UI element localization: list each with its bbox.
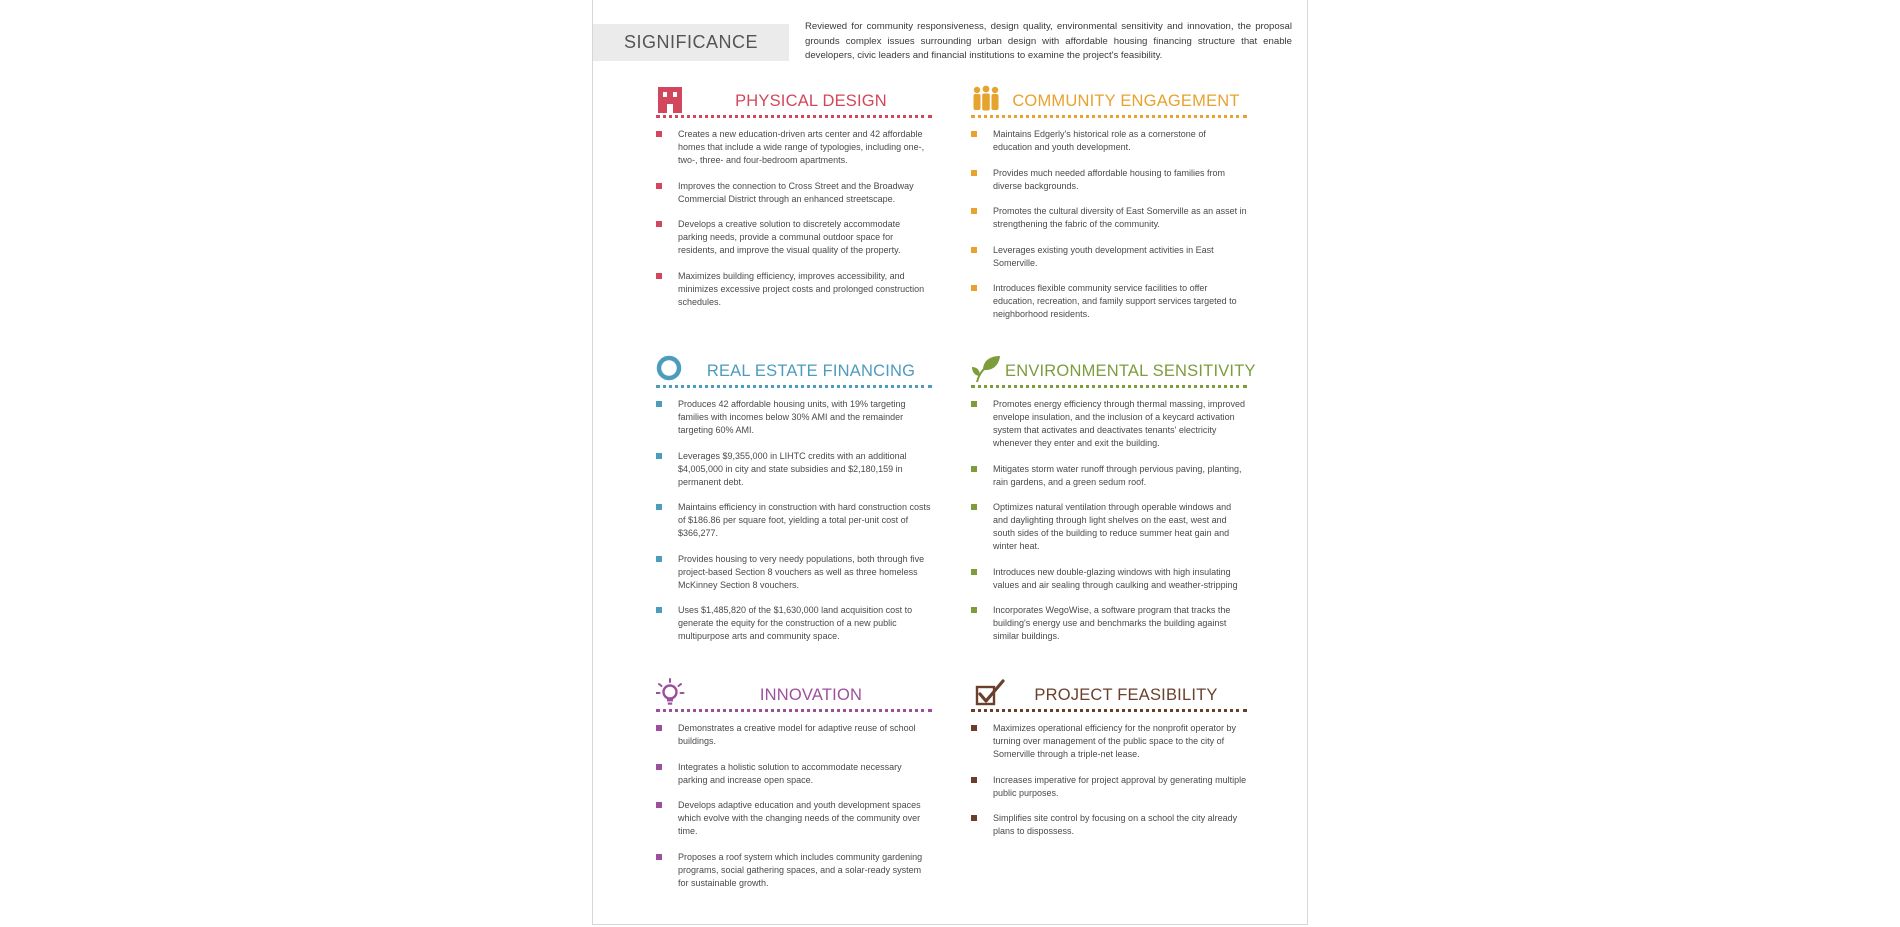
bullet-square-icon [656, 504, 662, 510]
section-innovation [656, 676, 932, 902]
bullet-square-icon [971, 170, 977, 176]
significance-label: SIGNIFICANCE [593, 24, 789, 61]
dotted-divider [971, 385, 1247, 388]
list-item [971, 604, 1247, 643]
building-icon [656, 84, 686, 114]
list-item [971, 722, 1247, 761]
section-title: ENVIRONMENTAL SENSITIVITY [1005, 362, 1256, 380]
list-item-text: Maintains efficiency in construction with hard construction costs of $186.86 per square foot, yielding a total per-unit cost of $366,277. [678, 502, 931, 538]
list-item [971, 128, 1247, 154]
list-item-text: Provides much needed affordable housing to families from diverse backgrounds. [993, 167, 1225, 191]
list-item [971, 566, 1247, 592]
bullet-square-icon [656, 183, 662, 189]
checkbox-icon [975, 678, 1005, 708]
list-item [971, 774, 1247, 800]
section-real-estate-financing [656, 352, 932, 656]
bullet-list [656, 722, 932, 890]
list-item-text: Improves the connection to Cross Street and the Broadway Commercial District through an enhanced streetscape. [678, 180, 914, 204]
bullet-square-icon [971, 569, 977, 575]
bullet-list [656, 398, 932, 643]
document-page [592, 0, 1308, 925]
list-item-text: Develops adaptive education and youth development spaces which evolve with the changing needs of the community over time. [678, 800, 921, 836]
list-item-text: Leverages $9,355,000 in LIHTC credits with an additional $4,005,000 in city and state subsidies and $2,180,159 in permanent debt. [678, 450, 907, 487]
bullet-square-icon [656, 854, 662, 860]
list-item-text: Optimizes natural ventilation through operable windows and and daylighting through light shelves on the east, west and south sides of the building to reduce summer heat gain and winter heat. [993, 502, 1232, 551]
list-item-text: Simplifies site control by focusing on a school the city already plans to dispossess. [993, 813, 1238, 836]
bullet-list [971, 398, 1247, 643]
list-item [656, 604, 932, 643]
bullet-square-icon [971, 208, 977, 214]
section-title: COMMUNITY ENGAGEMENT [1012, 92, 1240, 110]
list-item-text: Provides housing to very needy populations, both through five project-based Section 8 vouchers as well as three homeless McKinney Section 8 vouchers. [678, 553, 925, 590]
bullet-list [971, 128, 1247, 321]
list-item [656, 799, 932, 838]
bullet-square-icon [656, 802, 662, 808]
list-item [656, 851, 932, 890]
section-title: PROJECT FEASIBILITY [1034, 686, 1218, 704]
list-item-text: Introduces flexible community service facilities to offer education, recreation, and family support services targeted to neighborhood residents. [993, 283, 1237, 319]
list-item-text: Proposes a roof system which includes community gardening programs, social gathering spaces, and a solar-ready system for sustainable growth. [678, 851, 923, 888]
dotted-divider [656, 385, 932, 388]
list-item [971, 812, 1247, 838]
bullet-square-icon [971, 131, 977, 137]
section-title: REAL ESTATE FINANCING [706, 362, 916, 380]
list-item [656, 398, 932, 437]
bullet-square-icon [971, 466, 977, 472]
bullet-square-icon [971, 725, 977, 731]
bullet-square-icon [971, 285, 977, 291]
intro-paragraph: Reviewed for community responsiveness, design quality, environmental sensitivity and innovation, the proposal grounds complex issues surrounding urban design with affordable housing financing structure that enable developers, civic leaders and financial institutions to examine the project's feasibility. [805, 21, 1292, 62]
list-item-text: Develops a creative solution to discretely accommodate parking needs, provide a communal outdoor space for residents, and improve the visual quality of the property. [678, 219, 901, 255]
section-title: INNOVATION [759, 686, 863, 704]
bullet-square-icon [656, 401, 662, 407]
list-item [971, 167, 1247, 193]
bullet-square-icon [971, 815, 977, 821]
section-title: PHYSICAL DESIGN [735, 92, 887, 110]
list-item [971, 501, 1247, 553]
dotted-divider [656, 709, 932, 712]
section-community-engagement [971, 82, 1247, 334]
dotted-divider [656, 115, 932, 118]
list-item [656, 180, 932, 206]
list-item [971, 398, 1247, 450]
list-item-text: Introduces new double-glazing windows with high insulating values and air sealing through caulking and weather-stripping [993, 566, 1238, 590]
list-item-text: Creates a new education-driven arts center and 42 affordable homes that include a wide range of typologies, including one-, two-, three- and four-bedroom apartments. [678, 129, 925, 165]
list-item [656, 722, 932, 748]
bullet-square-icon [656, 453, 662, 459]
bullet-square-icon [656, 221, 662, 227]
dotted-divider [971, 115, 1247, 118]
list-item-text: Maximizes building efficiency, improves accessibility, and minimizes excessive project costs and prolonged construction schedules. [678, 270, 925, 307]
list-item-text: Mitigates storm water runoff through pervious paving, planting, rain gardens, and a green sedum roof. [993, 463, 1242, 487]
bullet-square-icon [971, 504, 977, 510]
list-item [971, 244, 1247, 270]
bullet-square-icon [971, 247, 977, 253]
list-item [971, 205, 1247, 231]
bullet-square-icon [656, 764, 662, 770]
people-icon [971, 84, 1001, 114]
list-item-text: Demonstrates a creative model for adaptive reuse of school buildings. [678, 723, 916, 746]
bullet-square-icon [656, 131, 662, 137]
bullet-square-icon [656, 725, 662, 731]
list-item [656, 218, 932, 257]
bullet-list [971, 722, 1247, 838]
list-item [656, 270, 932, 309]
list-item [656, 761, 932, 787]
lightbulb-icon [656, 678, 686, 708]
list-item-text: Maximizes operational efficiency for the nonprofit operator by turning over management of the public space to the city of Somerville through a triple-net lease. [993, 723, 1236, 759]
list-item-text: Promotes the cultural diversity of East Somerville as an asset in strengthening the fabric of the community. [993, 206, 1247, 229]
list-item [656, 501, 932, 540]
list-item-text: Incorporates WegoWise, a software program that tracks the building's energy use and benchmarks the building against similar buildings. [993, 605, 1231, 641]
bullet-square-icon [971, 401, 977, 407]
section-project-feasibility [971, 676, 1247, 851]
list-item [971, 282, 1247, 321]
section-physical-design [656, 82, 932, 321]
list-item [656, 128, 932, 167]
bullet-list [656, 128, 932, 309]
leaf-icon [971, 354, 1001, 384]
list-item-text: Promotes energy efficiency through thermal massing, improved envelope insulation, and the inclusion of a keycard activation system that activates and deactivates tenants' electricity whenever they enter and exit the building. [993, 399, 1245, 448]
list-item-text: Integrates a holistic solution to accommodate necessary parking and increase open space. [678, 761, 902, 785]
bullet-square-icon [971, 607, 977, 613]
bullet-square-icon [656, 607, 662, 613]
list-item-text: Produces 42 affordable housing units, with 19% targeting families with incomes below 30% AMI and the remainder targeting 60% AMI. [678, 399, 906, 435]
list-item [656, 553, 932, 592]
dotted-divider [971, 709, 1247, 712]
list-item-text: Maintains Edgerly's historical role as a cornerstone of education and youth development. [993, 129, 1206, 152]
list-item-text: Increases imperative for project approval by generating multiple public purposes. [993, 774, 1247, 798]
bullet-square-icon [656, 556, 662, 562]
list-item [971, 463, 1247, 489]
bullet-square-icon [656, 273, 662, 279]
ring-icon [656, 354, 686, 384]
bullet-square-icon [971, 777, 977, 783]
section-environmental-sensitivity [971, 352, 1256, 656]
list-item-text: Uses $1,485,820 of the $1,630,000 land acquisition cost to generate the equity for the construction of a new public multipurpose arts and community space. [678, 605, 913, 641]
list-item-text: Leverages existing youth development activities in East Somerville. [993, 244, 1214, 268]
list-item [656, 450, 932, 489]
